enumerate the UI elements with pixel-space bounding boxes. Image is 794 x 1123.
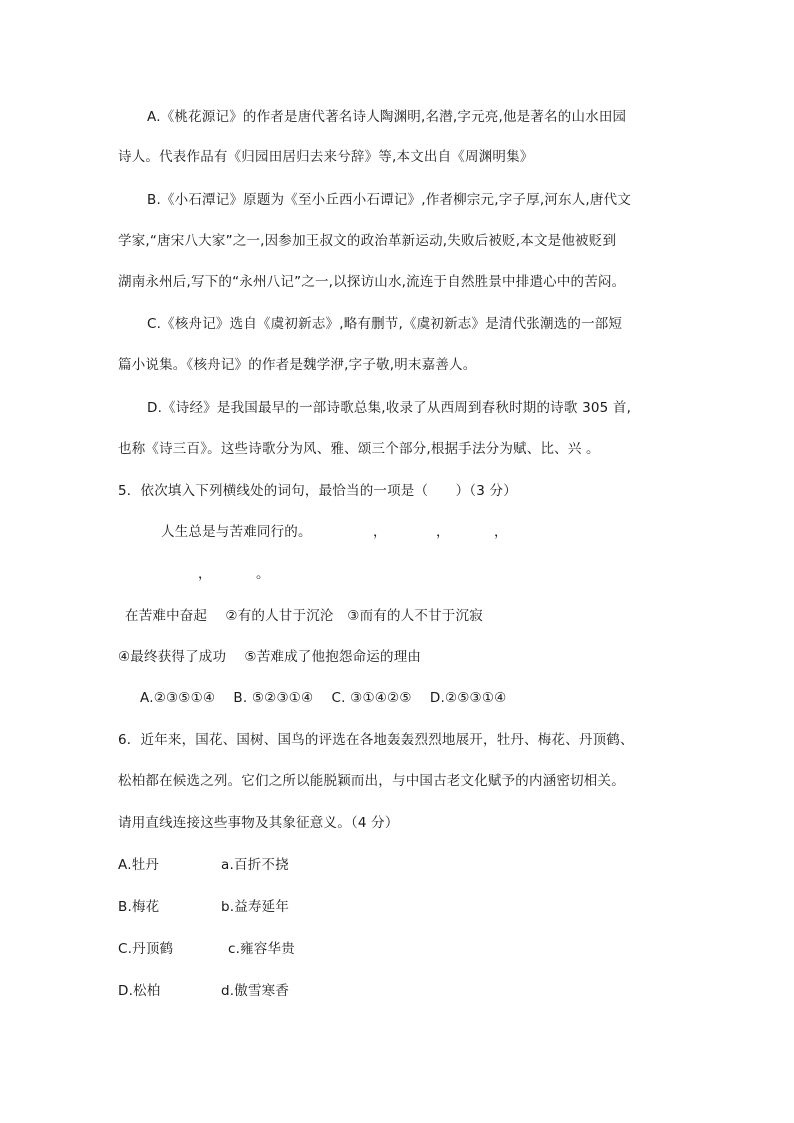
question5-comma-4: ，: [198, 566, 212, 582]
pair-left-a: A.牡丹: [118, 857, 160, 873]
question5-items-line-1: 在苦难中奋起 ②有的人甘于沉沦 ③而有的人不甘于沉寂: [125, 608, 483, 624]
question5-choices: A.②③⑤①④ B. ⑤②③①④ C. ③①④②⑤ D.②⑤③①④: [140, 690, 507, 706]
pair-right-d: d.傲雪寒香: [221, 983, 290, 999]
pair-left-b: B.梅花: [118, 899, 160, 915]
question5-comma-1: ，: [373, 524, 387, 540]
option-d-line-2: 也称《诗三百》。这些诗歌分为风、雅、颂三个部分,根据手法分为赋、比、兴 。: [118, 441, 600, 457]
option-d-line-1: D.《诗经》是我国最早的一部诗歌总集,收录了从西周到春秋时期的诗歌 305 首,: [147, 400, 632, 416]
question6-line-2: 松柏都在候选之列。它们之所以能脱颖而出，与中国古老文化赋予的内涵密切相关。: [118, 773, 625, 789]
question5-sentence-start: 人生总是与苦难同行的。: [161, 524, 312, 540]
question5-period: 。: [256, 566, 270, 582]
option-a-line-1: A.《桃花源记》的作者是唐代著名诗人陶渊明,名潜,字元亮,他是著名的山水田园: [147, 109, 627, 125]
question6-line-3: 请用直线连接这些事物及其象征意义。（4 分）: [118, 815, 399, 831]
option-b-line-2: 学家,“唐宋八大家”之一,因参加王叔文的政治革新运动,失败后被贬,本文是他被贬到: [118, 233, 617, 249]
question5-stem: 5．依次填入下列横线处的词句，最恰当的一项是（ ）（3 分）: [118, 483, 517, 499]
question5-comma-3: ，: [494, 524, 508, 540]
pair-left-c: C.丹顶鹤: [118, 941, 174, 957]
question6-line-1: 6．近年来，国花、国树、国鸟的评选在各地轰轰烈烈地展开，牡丹、梅花、丹顶鹤、: [118, 732, 634, 748]
option-a-line-2: 诗人。代表作品有《归园田居归去来兮辞》等,本文出自《周渊明集》: [118, 149, 534, 165]
pair-right-b: b.益寿延年: [221, 899, 290, 915]
pair-right-a: a.百折不挠: [221, 857, 289, 873]
pair-right-c: c.雍容华贵: [228, 941, 295, 957]
pair-left-d: D.松柏: [118, 983, 161, 999]
option-b-line-3: 湖南永州后,写下的“永州八记”之一,以探访山水,流连于自然胜景中排遣心中的苦闷。: [118, 274, 626, 290]
question5-items-line-2: ④最终获得了成功 ⑤苦难成了他抱怨命运的理由: [118, 649, 422, 665]
option-c-line-1: C.《核舟记》选自《虞初新志》,略有删节,《虞初新志》是清代张潮选的一部短: [147, 316, 623, 332]
option-c-line-2: 篇小说集。《核舟记》的作者是魏学洢,字子敬,明末嘉善人。: [118, 357, 477, 373]
option-b-line-1: B.《小石潭记》原题为《至小丘西小石谭记》,作者柳宗元,字子厚,河东人,唐代文: [147, 192, 632, 208]
question5-comma-2: ，: [436, 524, 450, 540]
